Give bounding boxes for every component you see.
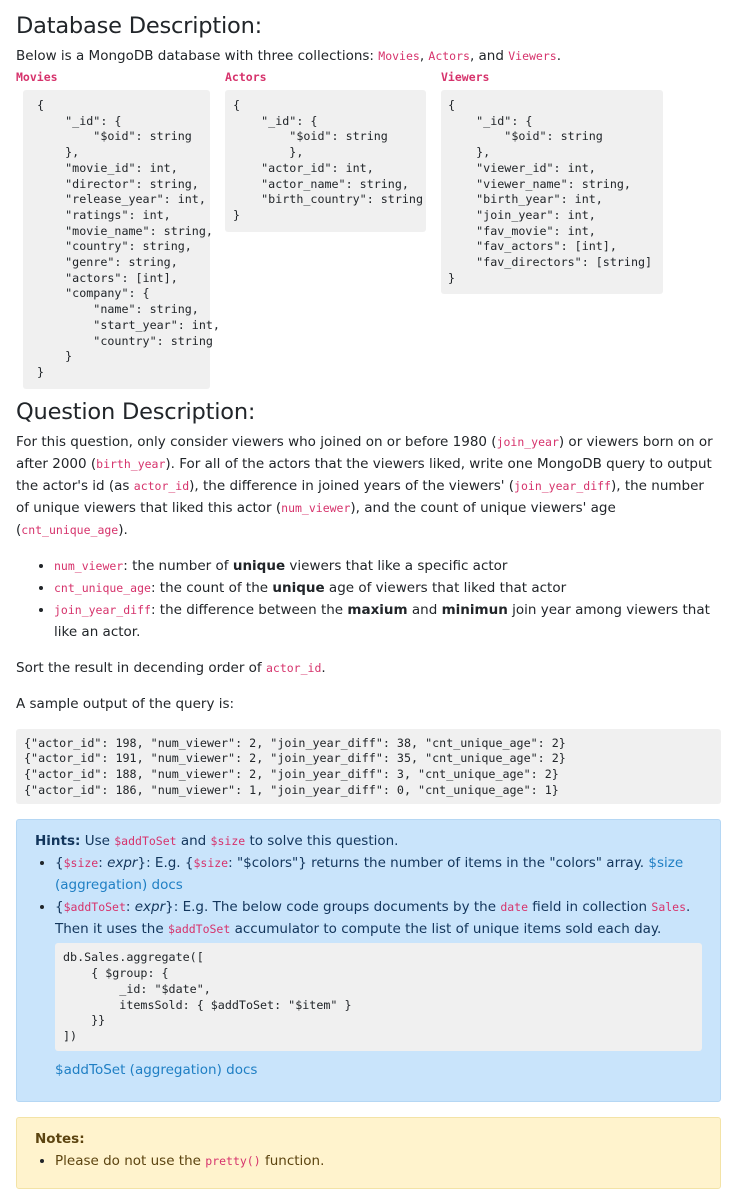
actor-id-code: actor_id: [133, 478, 190, 493]
hints-list: [35, 852, 702, 1080]
actors-schema-code: { "_id": { "$oid": string }, "actor_id": int, "actor_name": string, "birth_country": string }: [225, 90, 426, 232]
list-item: • cnt_unique_age: the count of the unique age of viewers that liked that actor: [54, 577, 721, 599]
hints-box: [16, 819, 721, 1101]
collections: [16, 69, 721, 389]
notes-box: [16, 1117, 721, 1189]
collection-actors: [225, 69, 426, 389]
question-section-title: Question Description:: [16, 398, 256, 425]
num-viewer-code: num_viewer: [281, 500, 351, 515]
collection-title-actors: Actors: [225, 70, 267, 84]
viewers-schema-code: { "_id": { "$oid": string }, "viewer_id": int, "viewer_name": string, "birth_year": int, "join_year": int, "fav_movie": int, "fav_actors": [int], "fav_directors": [string] }: [441, 90, 663, 294]
list-item: • join_year_diff: the difference between the maxium and minimun join year among viewers that like an actor.: [54, 599, 721, 643]
cnt-unique-age-code: cnt_unique_age: [21, 522, 119, 537]
join-year-code: join_year: [496, 434, 559, 449]
sort-paragraph: Sort the result in decending order of actor_id.: [16, 659, 326, 676]
question-paragraph: For this question, only consider viewers who joined on or before 1980 (join_year) or viewers born on or after 2000 (birth_year). For all of the actors that the viewers liked, write one MongoDB query to output the actor's id (as actor_id), the difference in joined years of the viewers' (join_year_diff), the number of unique viewers that liked this actor (num_viewer), and the count of unique viewers' age (cnt_unique_age).: [16, 433, 713, 538]
movies-code: Movies: [378, 49, 420, 63]
sample-output-code: {"actor_id": 198, "num_viewer": 2, "join_year_diff": 38, "cnt_unique_age": 2} {"actor_id": 191, "num_viewer": 2, "join_year_diff": 35, "cnt_unique_age": 2} {"actor_id": 188, "num_viewer": 2, "join_year_diff": 3, "cnt_unique_age": 2} {"actor_id": 186, "num_viewer": 1, "join_year_diff": 0, "cnt_unique_age": 1}: [16, 729, 721, 805]
collection-title-movies: Movies: [16, 70, 58, 84]
join-year-diff-code: join_year_diff: [514, 478, 611, 493]
collection-title-viewers: Viewers: [441, 70, 490, 84]
viewers-code: Viewers: [508, 49, 557, 63]
notes-list: [35, 1150, 702, 1172]
db-section-title: Database Description:: [16, 13, 263, 39]
note-item: • Please do not use the pretty() function.: [55, 1150, 702, 1172]
hint-item-size: • {$size: expr}: E.g. {$size: "$colors"} returns the number of items in the "colors" array. $size (aggregation) docs: [55, 852, 702, 896]
birth-year-code: birth_year: [96, 456, 166, 471]
movies-schema-code: { "_id": { "$oid": string }, "movie_id": int, "director": string, "release_year": int, "ratings": int, "movie_name": string, "country": string, "genre": string, "actors": [int], "company": { "name": string, "start_year": int, "country": string } }: [23, 90, 210, 389]
sort-actor-id-code: actor_id: [265, 660, 322, 675]
actors-code: Actors: [428, 49, 470, 63]
list-item: • num_viewer: the number of unique viewers that like a specific actor: [54, 555, 721, 577]
hints-intro: Hints: Use $addToSet and $size to solve this question.: [35, 833, 399, 850]
db-intro: Below is a MongoDB database with three collections: Movies, Actors, and Viewers.: [16, 48, 561, 64]
collection-viewers: [441, 69, 663, 389]
size-docs-link[interactable]: $size (aggregation) docs: [55, 855, 684, 894]
pretty-code: pretty(): [205, 1153, 261, 1168]
hints-label: Hints:: [35, 833, 81, 850]
addtoset-docs-link[interactable]: $addToSet (aggregation) docs: [55, 1061, 258, 1078]
notes-label: Notes:: [35, 1130, 85, 1147]
sample-label: A sample output of the query is:: [16, 695, 235, 712]
addtoset-example-code: db.Sales.aggregate([ { $group: { _id: "$date", itemsSold: { $addToSet: "$item" } }} ]): [55, 943, 702, 1050]
hint-item-addtoset: • {$addToSet: expr}: E.g. The below code groups documents by the date field in collection Sales. Then it uses the $addToSet accumulator to compute the list of unique items sold each day. db.Sales.aggregate([ { $group: { _id: "$date", itemsSold: { $addToSet: "$item" } }} ]) $addToSet (aggregation) docs: [55, 896, 702, 1080]
question-bullets: [16, 555, 721, 643]
collection-movies: [16, 69, 220, 389]
